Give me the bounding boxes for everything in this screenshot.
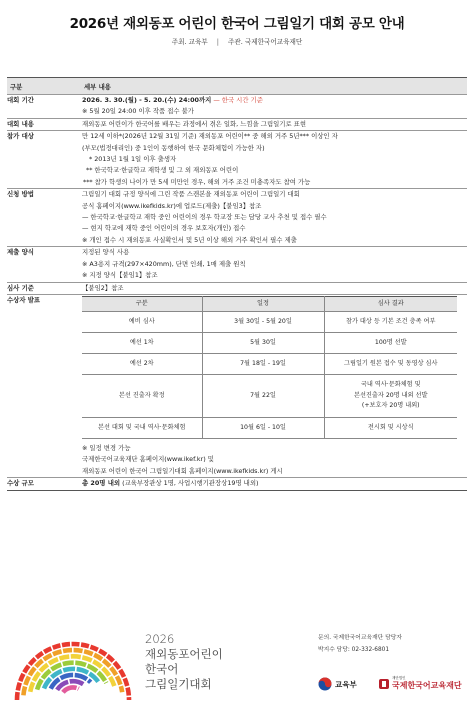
row-announcement (7, 294, 467, 477)
criteria-label: 심사 기준 (7, 282, 82, 294)
eligibility-line: * 2013년 1월 1일 이후 출생자 (89, 155, 177, 164)
rainbow-arcs (17, 644, 129, 700)
period-main-note: — 한국 시간 기준 (211, 96, 263, 104)
page-title: 2026년 재외동포 어린이 한국어 그림일기 대회 공모 안내 (69, 16, 405, 32)
ikef-emblem-icon (378, 678, 390, 690)
schedule-row (82, 374, 457, 417)
moe-label: 교육부 (335, 679, 357, 689)
schedule-date: 3월 30일 - 5월 20일 (202, 311, 324, 332)
application-line: — 현지 학교에 재학 중인 어린이의 경우 보호자(개인) 접수 (82, 224, 246, 233)
table-header (7, 78, 467, 95)
schedule-result: 100명 선발 (324, 332, 457, 353)
announcement-note: 국제한국어교육재단 홈페이지(www.ikef.kr) 및 (82, 455, 214, 464)
schedule-result: 그림일기 원본 접수 및 동영상 심사 (324, 353, 457, 374)
schedule-result-line: 본선진출자 20명 내외 선발 (353, 391, 428, 399)
eligibility-line: (부모(법정대리인) 중 1인이 동행하여 한국 문화체험이 가능한 자) (82, 143, 265, 152)
period-main: 2026. 3. 30.(월) - 5. 20.(수) 24:00까지 (82, 96, 212, 104)
separator: | (216, 38, 219, 46)
application-line: 그림일기 대회 규정 양식에 그린 작품 스캔본을 재외동포 어린이 그림일기 대회 (82, 190, 300, 199)
schedule-header-stage: 구분 (82, 296, 202, 311)
content-text: 재외동포 어린이가 한국어를 배우는 과정에서 겪은 일화, 느낌을 그림일기로 표현 (82, 118, 467, 130)
schedule-result-line: (+보호자 20명 내외) (361, 402, 420, 410)
organizer: 주최. 교육부 (171, 38, 208, 46)
taegeuk-icon (318, 677, 332, 691)
brand-line: 재외동포어린이 (145, 647, 223, 661)
format-line: ※ A3용지 규격(297×420mm), 단면 인쇄, 1매 제출 원칙 (82, 259, 246, 268)
schedule-stage: 예비 심사 (82, 311, 202, 332)
info-table (7, 77, 467, 491)
row-criteria (7, 282, 467, 294)
header-details: 세부 내용 (82, 78, 467, 95)
row-application (7, 189, 467, 247)
row-content (7, 118, 467, 130)
period-label: 대회 기간 (7, 95, 82, 119)
contact-info (318, 632, 402, 656)
moe-logo (318, 677, 357, 691)
schedule-date: 7월 18일 - 19일 (202, 353, 324, 374)
application-line: 공식 홈페이지(www.ikefkids.kr)에 업로드(제출)【붙임3】참조 (82, 201, 262, 210)
eligibility-label: 참가 대상 (7, 131, 82, 189)
format-label: 제출 양식 (7, 247, 82, 282)
eligibility-line: *** 참가 학생의 나이가 만 5세 미만인 경우, 해외 거주 조건 미충족자도 참여 가능 (83, 177, 311, 186)
schedule-stage: 본선 진출자 확정 (82, 374, 202, 417)
schedule-table (82, 296, 457, 439)
header-category: 구분 (7, 78, 82, 95)
criteria-text: 【붙임2】참조 (82, 282, 467, 294)
supervisor: 주관. 국제한국어교육재단 (228, 38, 303, 46)
awards-detail: (교육부장관상 1명, 사업시행기관장상19명 내외) (120, 479, 259, 488)
contact-line: 박지수 담당: 02-332-6801 (318, 647, 390, 653)
ikef-small-label: 재단법인 (392, 676, 406, 680)
announcement-note: ※ 일정 변경 가능 (82, 443, 131, 452)
schedule-result: 참가 대상 등 기본 조건 충족 여부 (324, 311, 457, 332)
schedule-row (82, 332, 457, 353)
ikef-logo (378, 676, 462, 691)
schedule-date: 7월 22일 (202, 374, 324, 417)
awards-label: 수상 규모 (7, 478, 82, 490)
row-awards (7, 478, 467, 490)
schedule-stage: 본선 대회 및 국내 역사·문화체험 (82, 417, 202, 438)
brand-line: 2026 (145, 632, 175, 646)
schedule-header-result: 심사 결과 (324, 296, 457, 311)
schedule-header-date: 일정 (202, 296, 324, 311)
awards-count: 총 20명 내외 (82, 479, 121, 488)
eligibility-line: ** 한국학교·한글학교 재학생 및 그 외 재외동포 어린이 (86, 166, 239, 175)
hosts-line (0, 36, 474, 46)
rainbow-logo (14, 628, 132, 700)
schedule-date: 10월 6일 - 10일 (202, 417, 324, 438)
format-line: 지정된 양식 사용 (82, 248, 130, 257)
row-eligibility (7, 131, 467, 189)
schedule-result-line: 국내 역사·문화체험 및 (360, 381, 421, 389)
brand-line: 한국어 (145, 662, 179, 676)
application-label: 신청 방법 (7, 189, 82, 247)
content-label: 대회 내용 (7, 118, 82, 130)
event-brand (145, 632, 223, 692)
brand-line: 그림일기대회 (145, 677, 212, 691)
announcement-note: 재외동포 어린이 한국어 그림일기대회 홈페이지(www.ikefkids.kr) 게시 (82, 466, 283, 475)
application-line: ※ 개인 접수 시 재외동포 사실확인서 및 5년 이상 해외 거주 확인서 필수 제출 (82, 235, 297, 244)
schedule-row (82, 353, 457, 374)
row-format (7, 247, 467, 282)
schedule-result: 전시회 및 시상식 (324, 417, 457, 438)
schedule-row (82, 417, 457, 438)
contact-line: 문의. 국제한국어교육재단 담당자 (318, 635, 402, 641)
announcement-label: 수상자 발표 (7, 294, 82, 477)
schedule-result (324, 374, 457, 417)
schedule-row (82, 311, 457, 332)
format-line: ※ 지정 양식【붙임1】참조 (82, 271, 158, 280)
ikef-label: 국제한국어교육재단 (392, 681, 462, 690)
schedule-stage: 예선 2차 (82, 353, 202, 374)
schedule-header (82, 296, 457, 311)
rainbow-arc (63, 687, 79, 692)
eligibility-line: 만 12세 이하*(2026년 12월 31일 기준) 재외동포 어린이** 중 해외 거주 5년*** 이상인 자 (82, 132, 338, 141)
period-note: ※ 5월 20일 24:00 이후 작품 접수 불가 (82, 107, 194, 116)
schedule-date: 5월 30일 (202, 332, 324, 353)
footer (0, 608, 474, 705)
application-line: — 한국학교·한글학교 재학 중인 어린이의 경우 학교장 또는 담당 교사 추천 및 접수 필수 (82, 213, 327, 222)
row-period (7, 95, 467, 119)
schedule-stage: 예선 1차 (82, 332, 202, 353)
